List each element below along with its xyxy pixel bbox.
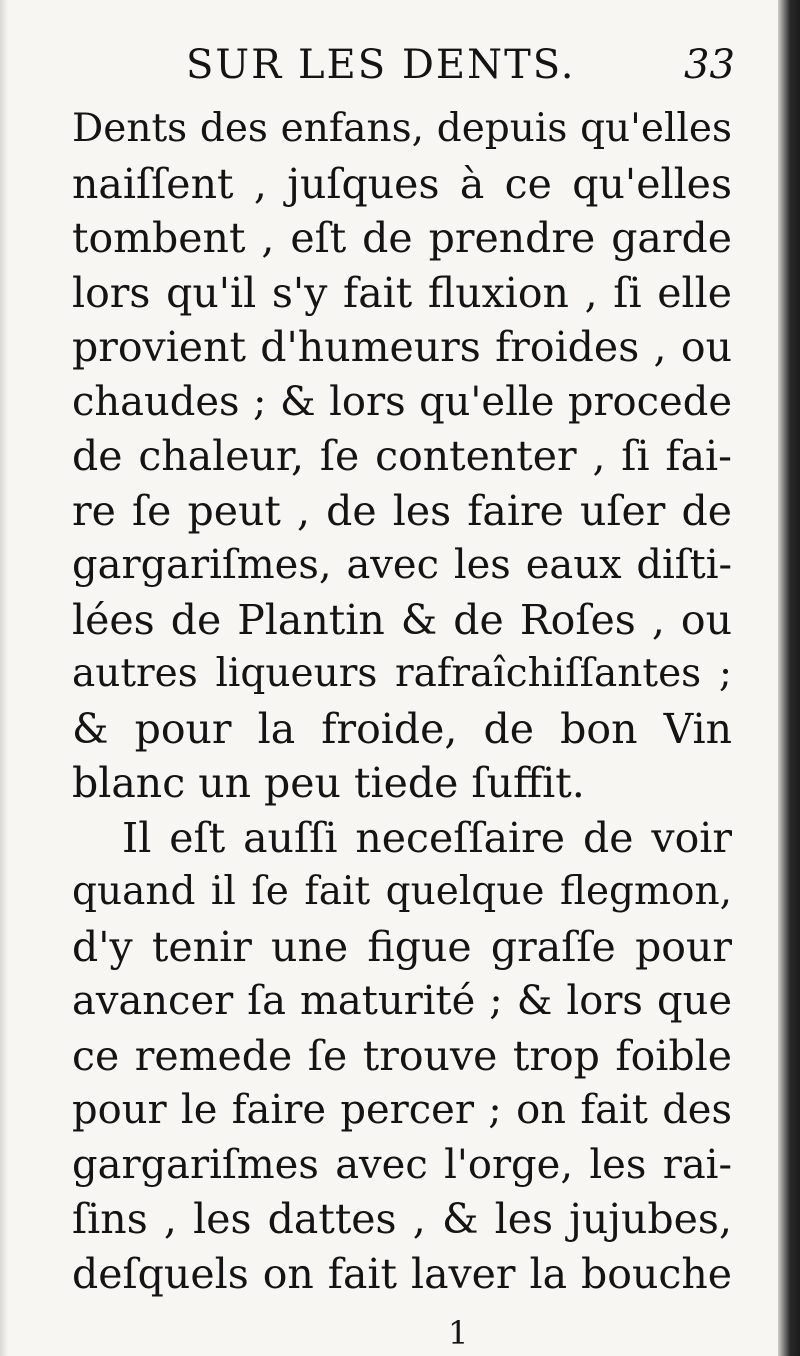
text-line: & pour la froide, de bon Vin — [72, 704, 732, 753]
page-number: 33 — [684, 42, 735, 88]
text-line: Dents des enfans, depuis qu'elles — [72, 106, 732, 151]
running-title: SUR LES DENTS. — [186, 42, 576, 88]
text-line: provient d'humeurs froides , ou — [72, 323, 732, 371]
paragraph-1 — [72, 102, 732, 811]
text-line: de chaleur, ſe contenter , ſi fai- — [72, 432, 732, 480]
text-line: blanc un peu tiede ſuffit. — [72, 759, 585, 807]
text-line: lors qu'il s'y fait fluxion , ſi elle — [72, 268, 732, 317]
text-line: naiſſent , juſques à ce qu'elles — [72, 159, 732, 208]
text-line: ſins , les dattes , & les jujubes, — [72, 1195, 732, 1243]
paragraph-2 — [72, 811, 732, 1302]
text-line: gargariſmes, avec les eaux diſti- — [72, 542, 732, 588]
running-head — [186, 42, 746, 102]
signature-mark: 1 — [448, 1314, 469, 1352]
text-line: chaudes ; & lors qu'elle procede — [72, 378, 732, 425]
text-line: Il eſt auſſi neceſſaire de voir — [122, 813, 732, 862]
text-line: re ſe peut , de les faire uſer de — [72, 486, 732, 535]
text-line: pour le faire percer ; on fait des — [72, 1087, 732, 1133]
text-line: autres liqueurs rafraîchiſſantes ; — [72, 651, 732, 696]
text-line: ce remede ſe trouve trop foible — [72, 1031, 732, 1080]
text-line: gargariſmes avec l'orge, les rai- — [72, 1141, 732, 1188]
text-line: lées de Plantin & de Roſes , ou — [72, 595, 732, 644]
text-line: d'y tenir une figue graſſe pour — [72, 922, 732, 971]
text-line: tombent , eſt de prendre garde — [72, 214, 732, 262]
text-line: deſquels on fait laver la bouche — [72, 1249, 732, 1298]
text-line: quand il ſe fait quelque flegmon, — [72, 869, 732, 914]
page-right-edge-shadow — [778, 0, 800, 1356]
body-text — [72, 102, 732, 1301]
text-line: avancer ſa maturité ; & lors que — [72, 978, 732, 1024]
page-left-edge — [0, 0, 8, 1356]
